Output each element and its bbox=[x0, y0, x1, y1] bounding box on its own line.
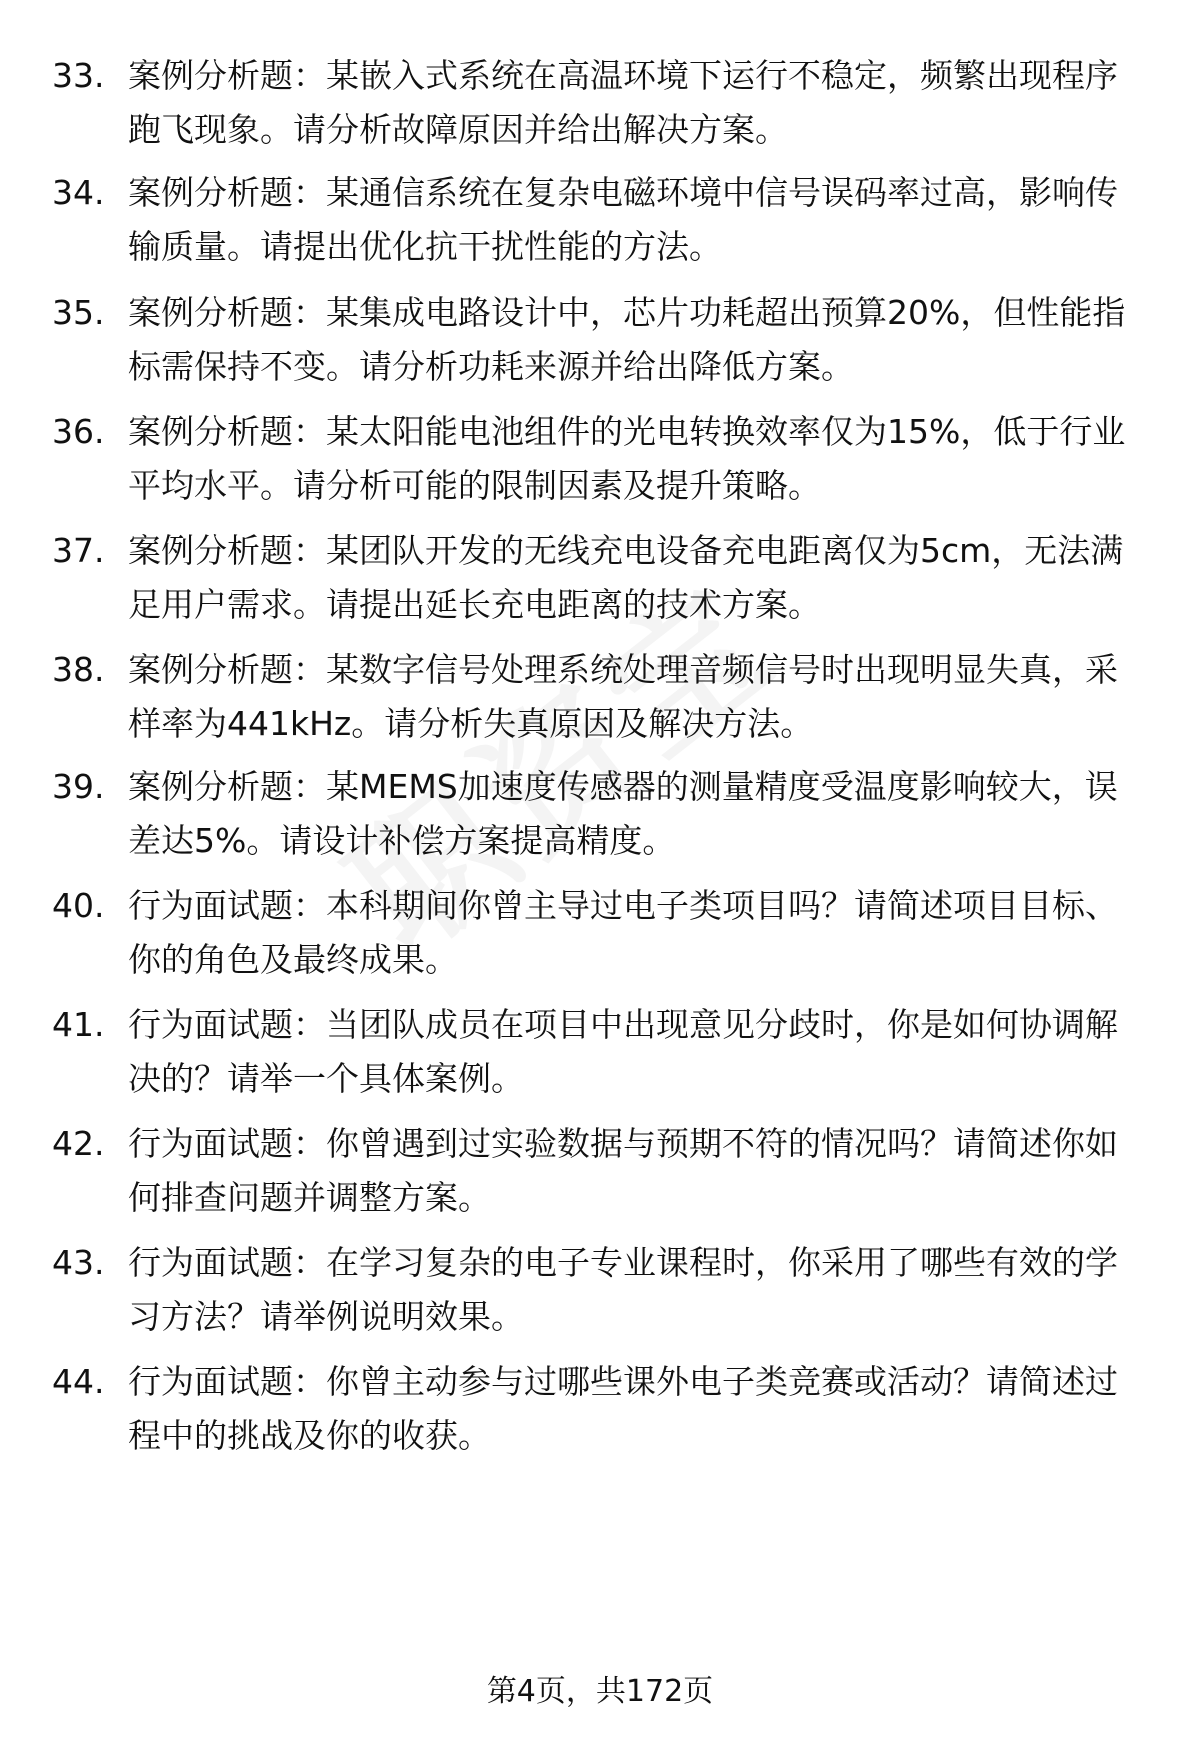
question-text: 行为面试题：当团队成员在项目中出现意见分歧时，你是如何协调解决的？请举一个具体案例。 bbox=[128, 1005, 1118, 1098]
question-text: 行为面试题：你曾主动参与过哪些课外电子类竞赛或活动？请简述过程中的挑战及你的收获。 bbox=[128, 1362, 1118, 1455]
question-number: 37. bbox=[52, 531, 105, 570]
question-number: 43. bbox=[52, 1243, 105, 1282]
list-item bbox=[0, 1355, 1200, 1465]
list-item bbox=[0, 998, 1200, 1108]
question-text: 案例分析题：某通信系统在复杂电磁环境中信号误码率过高，影响传输质量。请提出优化抗干扰性能的方法。 bbox=[128, 173, 1118, 266]
list-item bbox=[0, 760, 1200, 870]
question-text: 行为面试题：在学习复杂的电子专业课程时，你采用了哪些有效的学习方法？请举例说明效果。 bbox=[128, 1243, 1118, 1336]
question-number: 35. bbox=[52, 293, 105, 332]
question-text: 案例分析题：某集成电路设计中，芯片功耗超出预算20%，但性能指标需保持不变。请分析功耗来源并给出降低方案。 bbox=[128, 293, 1126, 386]
list-item bbox=[0, 643, 1200, 753]
question-number: 40. bbox=[52, 886, 105, 925]
question-text: 案例分析题：某太阳能电池组件的光电转换效率仅为15%，低于行业平均水平。请分析可能的限制因素及提升策略。 bbox=[128, 412, 1126, 505]
question-text: 案例分析题：某数字信号处理系统处理音频信号时出现明显失真，采样率为441kHz。请分析失真原因及解决方法。 bbox=[128, 650, 1118, 743]
question-number: 33. bbox=[52, 56, 105, 95]
list-item bbox=[0, 166, 1200, 276]
question-number: 36. bbox=[52, 412, 105, 451]
question-text: 行为面试题：你曾遇到过实验数据与预期不符的情况吗？请简述你如何排查问题并调整方案。 bbox=[128, 1124, 1118, 1217]
question-number: 41. bbox=[52, 1005, 105, 1044]
list-item bbox=[0, 405, 1200, 515]
list-item bbox=[0, 1236, 1200, 1346]
question-number: 42. bbox=[52, 1124, 105, 1163]
question-text: 案例分析题：某MEMS加速度传感器的测量精度受温度影响较大，误差达5%。请设计补偿方案提高精度。 bbox=[128, 767, 1118, 860]
question-text: 行为面试题：本科期间你曾主导过电子类项目吗？请简述项目目标、你的角色及最终成果。 bbox=[128, 886, 1118, 979]
list-item bbox=[0, 49, 1200, 159]
list-item bbox=[0, 879, 1200, 989]
question-text: 案例分析题：某团队开发的无线充电设备充电距离仅为5cm，无法满足用户需求。请提出延长充电距离的技术方案。 bbox=[128, 531, 1124, 624]
page-number-footer: 第4页，共172页 bbox=[486, 1674, 714, 1709]
question-text: 案例分析题：某嵌入式系统在高温环境下运行不稳定，频繁出现程序跑飞现象。请分析故障原因并给出解决方案。 bbox=[128, 56, 1118, 149]
question-number: 38. bbox=[52, 650, 105, 689]
question-number: 39. bbox=[52, 767, 105, 806]
list-item bbox=[0, 1117, 1200, 1227]
question-number: 44. bbox=[52, 1362, 105, 1401]
question-number: 34. bbox=[52, 173, 105, 212]
list-item bbox=[0, 286, 1200, 396]
list-item bbox=[0, 524, 1200, 634]
